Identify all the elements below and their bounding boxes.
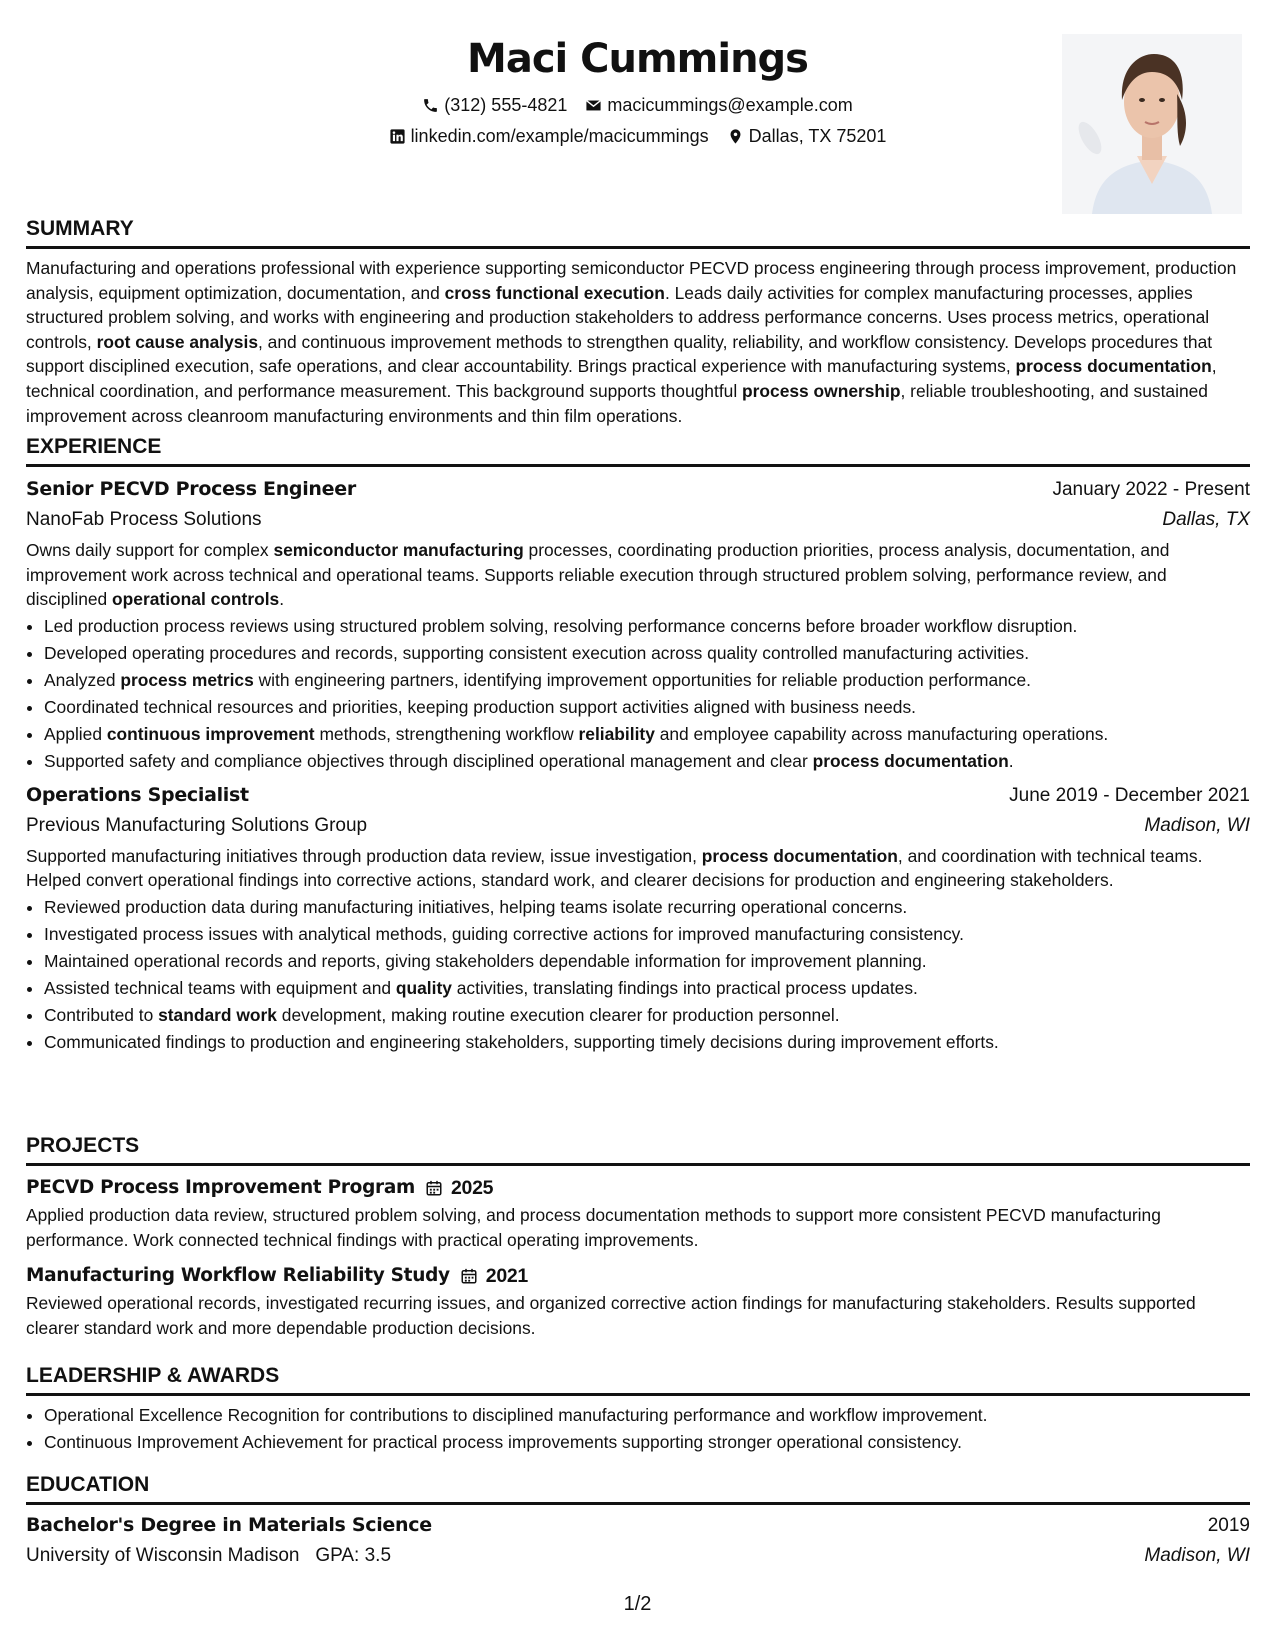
school-location: Madison, WI <box>1144 1545 1250 1566</box>
job-bullets <box>26 613 1250 775</box>
list-item: • Led production process reviews using structured problem solving, resolving performance concerns before broader workflow disruption. <box>44 613 1250 640</box>
section-title-leadership: LEADERSHIP & AWARDS <box>26 1364 280 1387</box>
section-divider <box>26 246 1250 249</box>
section-divider <box>26 1502 1250 1505</box>
section-title-projects: PROJECTS <box>26 1134 140 1157</box>
summary-text: Manufacturing and operations professional with experience supporting semiconductor PECVD process engineering through process improvement, production analysis, equipment optimization, documentation, and cross functional execution. Leads daily activities for complex manufacturing processes, applies structured problem solving, and works with engineering and production stakeholders to address performance concerns. Uses process metrics, operational controls, root cause analysis, and continuous improvement methods to strengthen quality, reliability, and workflow consistency. Develops procedures that support disciplined execution, safe operations, and clear accountability. Brings practical experience with manufacturing systems, process documentation, technical coordination, and performance measurement. This background supports thoughtful process ownership, reliable troubleshooting, and sustained improvement across cleanroom manufacturing environments and thin film operations. <box>26 258 1237 426</box>
list-item: • Developed operating procedures and records, supporting consistent execution across quality controlled manufacturing activities. <box>44 640 1250 667</box>
project-name: PECVD Process Improvement Program <box>26 1177 415 1198</box>
job-description: Supported manufacturing initiatives through production data review, issue investigation, process documentation, and coordination with technical teams. Helped convert operational findings into corrective actions, standard work, and clearer decisions for production and engineering stakeholders. <box>26 845 1203 891</box>
job-location: Madison, WI <box>1144 814 1250 836</box>
candidate-name: Maci Cummings <box>467 36 808 82</box>
phone-icon <box>422 97 439 114</box>
job-bullets <box>26 894 1250 1056</box>
leadership-section <box>26 1363 1250 1456</box>
job-entry <box>26 780 1250 1056</box>
list-item: • Analyzed process metrics with engineering partners, identifying improvement opportunities for reliable production performance. <box>44 667 1250 694</box>
section-title-summary: SUMMARY <box>26 217 134 240</box>
list-item: • Reviewed production data during manufacturing initiatives, helping teams isolate recurring operational concerns. <box>44 894 1250 921</box>
section-title-education: EDUCATION <box>26 1473 150 1496</box>
phone-number: (312) 555-4821 <box>444 95 568 115</box>
summary-section <box>26 216 1250 428</box>
list-item: • Investigated process issues with analytical methods, guiding corrective actions for improved manufacturing consistency. <box>44 921 1250 948</box>
project-description: Applied production data review, structured problem solving, and process documentation methods to support more consistent PECVD manufacturing performance. Work connected technical findings with practical operating improvements. <box>26 1205 1161 1250</box>
calendar-icon <box>425 1179 443 1197</box>
project-entry <box>26 1261 1250 1340</box>
gpa: GPA: 3.5 <box>315 1545 392 1566</box>
list-item: • Continuous Improvement Achievement for practical process improvements supporting stronger operational consistency. <box>44 1429 1250 1456</box>
section-divider <box>26 1163 1250 1166</box>
linkedin-icon <box>389 128 406 145</box>
job-date: January 2022 - Present <box>1052 479 1250 500</box>
graduation-year: 2019 <box>1207 1515 1250 1536</box>
job-title: Senior PECVD Process Engineer <box>26 478 356 500</box>
section-title-experience: EXPERIENCE <box>26 435 162 458</box>
project-year: 2025 <box>451 1177 494 1199</box>
project-entry <box>26 1173 1250 1252</box>
map-pin-icon <box>727 128 744 145</box>
page-number: 1/2 <box>623 1593 652 1615</box>
job-date: June 2019 - December 2021 <box>1009 784 1250 806</box>
job-location: Dallas, TX <box>1162 509 1250 530</box>
project-description: Reviewed operational records, investigated recurring issues, and organized corrective action findings for manufacturing stakeholders. Results supported clearer standard work and more dependable production decisions. <box>26 1293 1196 1338</box>
list-item: • Supported safety and compliance objectives through disciplined operational management and clear process documentation. <box>44 748 1250 775</box>
envelope-icon <box>585 97 602 114</box>
email-contact[interactable] <box>585 94 852 116</box>
experience-section <box>26 434 1250 1056</box>
email-address[interactable]: macicummings@example.com <box>607 95 853 115</box>
projects-section <box>26 1133 1250 1340</box>
degree-title: Bachelor's Degree in Materials Science <box>26 1514 432 1536</box>
list-item: • Maintained operational records and reports, giving stakeholders dependable information for improvement planning. <box>44 948 1250 975</box>
school-name: University of Wisconsin Madison <box>26 1545 300 1566</box>
list-item: • Communicated findings to production and engineering stakeholders, supporting timely decisions during improvement efforts. <box>44 1029 1250 1056</box>
project-name: Manufacturing Workflow Reliability Study <box>26 1265 450 1287</box>
profile-photo <box>1062 34 1242 214</box>
school-info <box>26 1541 391 1571</box>
list-item: • Applied continuous improvement methods, strengthening workflow reliability and employee capability across manufacturing operations. <box>44 721 1250 748</box>
list-item: • Contributed to standard work development, making routine execution clearer for production personnel. <box>44 1002 1250 1029</box>
job-description: Owns daily support for complex semiconductor manufacturing processes, coordinating production priorities, process analysis, documentation, and improvement work across technical and operational teams. Supports reliable execution through structured problem solving, performance review, and disciplined operational controls. <box>26 540 1170 610</box>
calendar-icon <box>460 1267 478 1285</box>
job-entry <box>26 474 1250 775</box>
list-item: • Operational Excellence Recognition for contributions to disciplined manufacturing performance and workflow improvement. <box>44 1402 1250 1429</box>
job-title: Operations Specialist <box>26 783 249 806</box>
awards-list <box>26 1402 1250 1456</box>
job-company: Previous Manufacturing Solutions Group <box>26 814 368 836</box>
list-item: • Coordinated technical resources and priorities, keeping production support activities aligned with business needs. <box>44 694 1250 721</box>
phone-contact <box>422 94 567 116</box>
education-section <box>26 1472 1250 1571</box>
linkedin-contact[interactable] <box>389 125 709 147</box>
location-contact <box>727 125 887 147</box>
section-divider <box>26 1393 1250 1396</box>
section-divider <box>26 464 1250 467</box>
project-year: 2021 <box>485 1265 528 1288</box>
list-item: • Assisted technical teams with equipment and quality activities, translating findings into practical process updates. <box>44 975 1250 1002</box>
location-text: Dallas, TX 75201 <box>748 126 887 146</box>
linkedin-url[interactable]: linkedin.com/example/macicummings <box>410 126 709 146</box>
job-company: NanoFab Process Solutions <box>26 509 262 530</box>
